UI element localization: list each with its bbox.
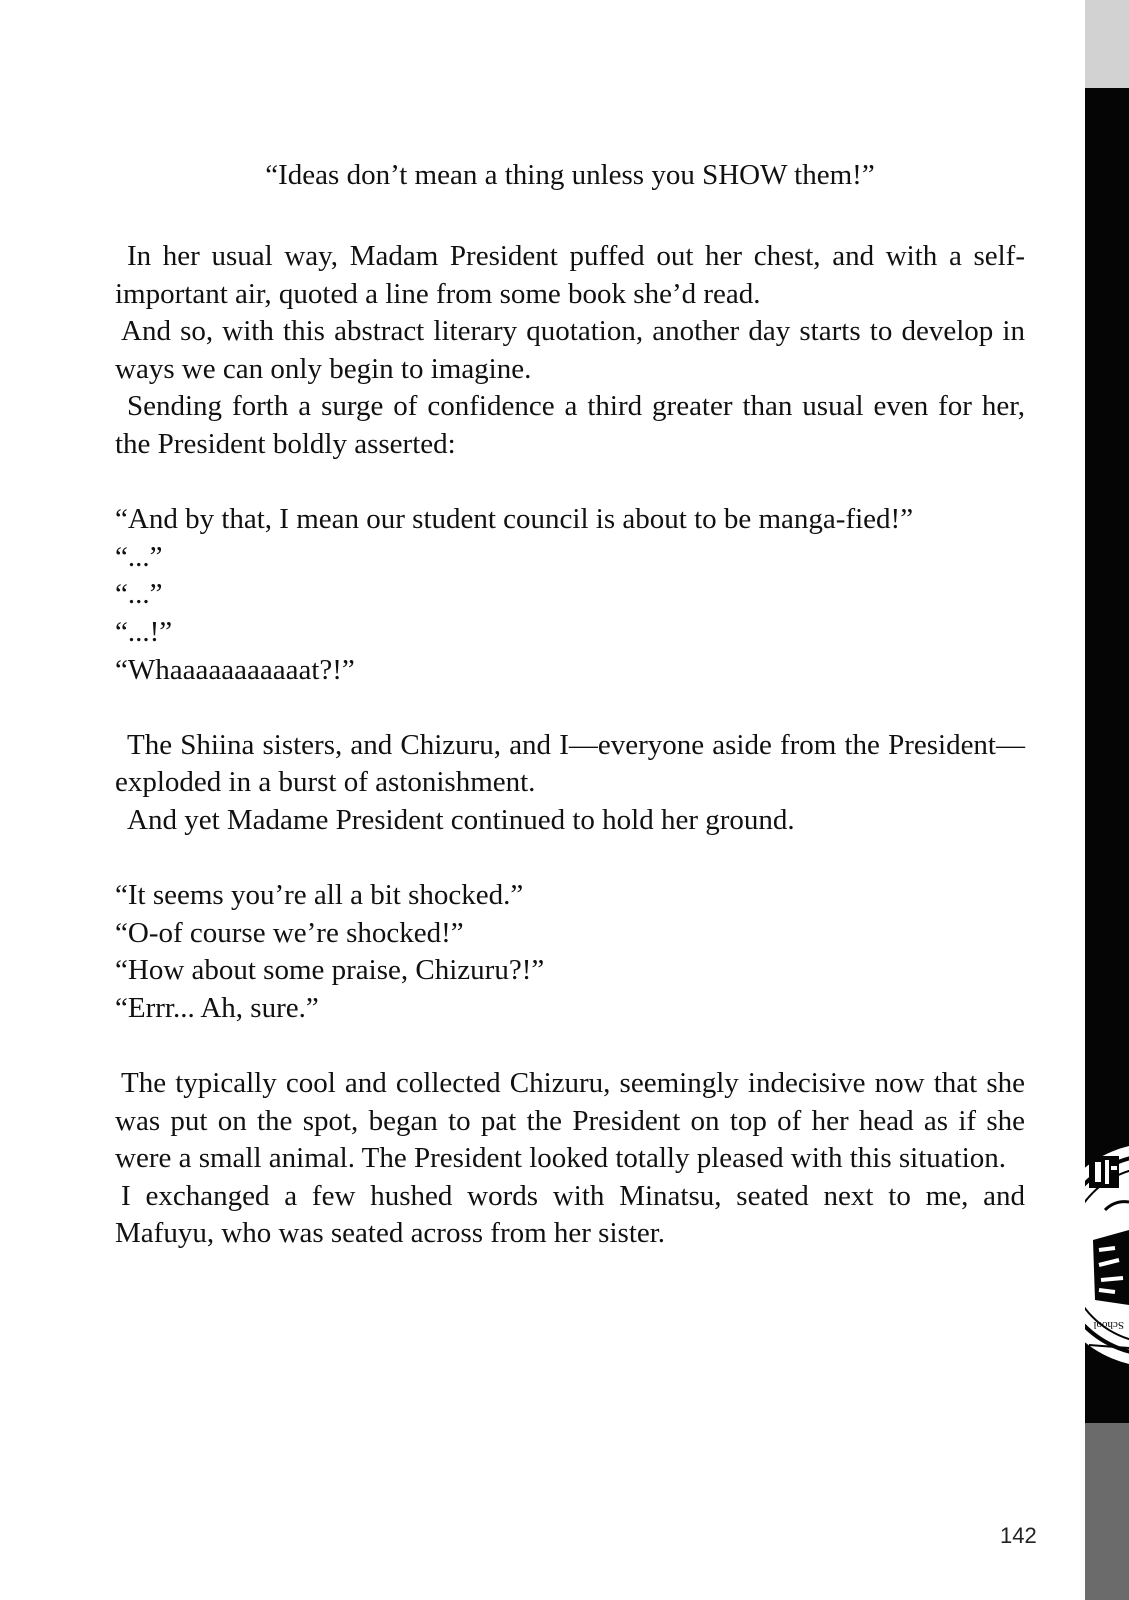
dialogue-line: “Whaaaaaaaaaaat?!” [115,653,355,686]
dialogue-line: “How about some praise, Chizuru?!” [115,954,545,987]
dialogue-line: “Errr... Ah, sure.” [115,991,319,1024]
paragraph: And yet Madame President continued to hold her ground. [127,803,795,836]
paragraph: Sending forth a surge of confidence a third greater than usual even for her, the President boldly asserted: [115,390,1025,460]
emblem-text: School [1093,1319,1124,1331]
page-number: 142 [1000,1523,1037,1548]
spacer [115,1027,1025,1065]
paragraph: In her usual way, Madam President puffed out her chest, and with a self-important air, quoted a line from some book she’d read. [115,240,1025,310]
spacer [115,689,1025,727]
school-emblem-logo [1085,1130,1129,1380]
paragraph: I exchanged a few hushed words with Minatsu, seated next to me, and Mafuyu, who was seated across from her sister. [115,1179,1025,1250]
dialogue-line: “It seems you’re all a bit shocked.” [115,879,524,912]
spacer [115,464,1025,502]
dialogue-line: “...” [115,578,163,611]
edge-tab-bottom [1085,1423,1129,1600]
paragraph: The typically cool and collected Chizuru, seemingly indecisive now that she was put on the spot, began to pat the President on top of her head as if she were a small animal. The President looked totally pleased with this situation. [115,1067,1025,1175]
body-text [115,238,1025,1253]
emblem-icon [1085,1130,1129,1380]
paragraph: And so, with this abstract literary quotation, another day starts to develop in ways we can only begin to imagine. [115,315,1025,385]
dialogue-line: “...” [115,540,163,573]
edge-tab-top [1085,0,1129,88]
dialogue-line: “O-of course we’re shocked!” [115,916,464,949]
dialogue-line: “...!” [115,615,173,648]
paragraph: The Shiina sisters, and Chizuru, and I—everyone aside from the President—exploded in a burst of astonishment. [115,728,1025,799]
dialogue-line: “And by that, I mean our student council is about to be manga-fied!” [115,503,914,536]
epigraph-quote: “Ideas don’t mean a thing unless you SHOW them!” [265,159,875,191]
spacer [115,840,1025,878]
